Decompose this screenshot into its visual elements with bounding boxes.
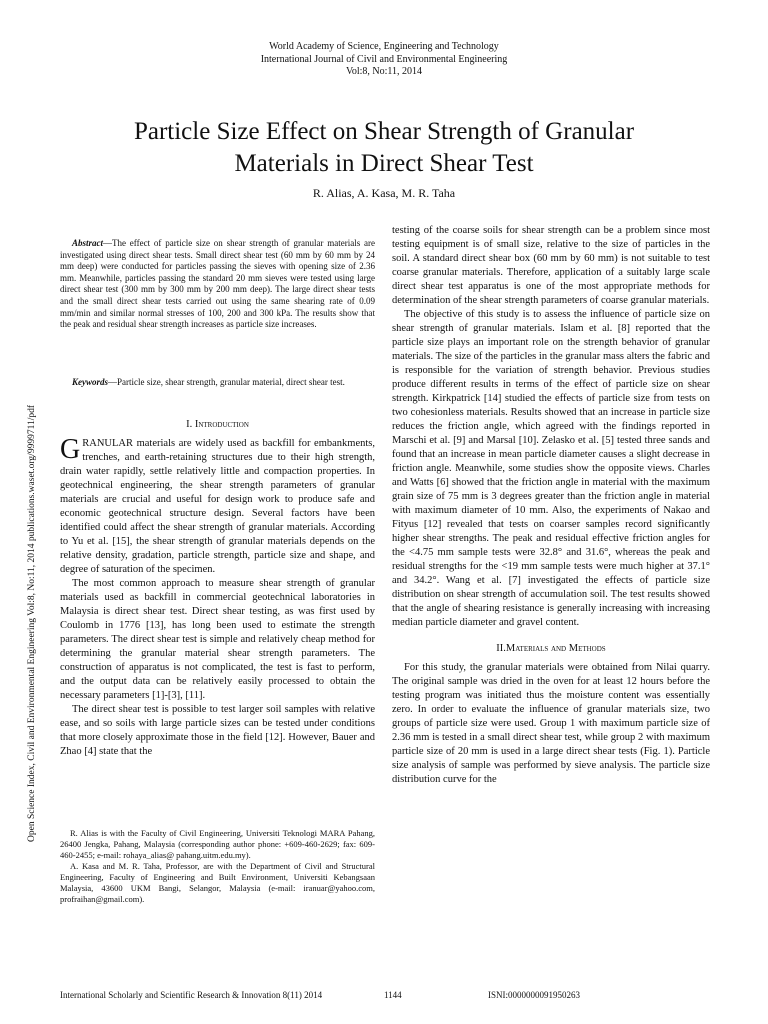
paper-title (40, 116, 728, 180)
footnote-1: R. Alias is with the Faculty of Civil Engineering, Universiti Teknologi MARA Pahang, 26400 Jengka, Pahang, Malaysia (corresponding author phone: +609-460-2629; fax: 609-460-2455; e-mail: rohaya_alias@ pahang.uitm.edu.my). (60, 828, 375, 860)
section-2-title: Materials and Methods (505, 643, 606, 654)
footer-journal: International Scholarly and Scientific Research & Innovation 8(11) 2014 (60, 990, 323, 1000)
keywords-text: —Particle size, shear strength, granular material, direct shear test. (108, 377, 345, 387)
journal-header (0, 41, 768, 79)
section-1-title: Introduction (194, 419, 249, 430)
methods-heading (392, 642, 710, 656)
keywords-label: Keywords (72, 377, 108, 387)
methods-paragraph-1: For this study, the granular materials were obtained from Nilai quarry. The original sample was dried in the oven for at least 12 hours before the testing program was initiated thus the moisture content was essentially zero. In order to evaluate the influence of granular materials size, two groups of particle size were used. Group 1 with maximum particle size of 2.36 mm is tested in a small direct shear test, while group 2 with maximum particle size of 20 mm is used in a large direct shear tests (Fig. 1). Particle size analysis of sample was performed by sieve analysis. The particle size distribution curve for the (392, 662, 710, 785)
section-2-number: II. (496, 643, 506, 654)
intro-paragraph-2: The most common approach to measure shear strength of granular materials used as backfill in commercial geotechnical laboratories in Malaysia is direct shear test. Direct shear testing, as was first used by Coulomb in 1776 [13], has long been used to estimate the strength parameters. The direct shear test is simple and relatively cheap method for determining the granular material shear strength parameters. The construction of apparatus is not complicated, the test is fast to perform, and the output data can be relatively easily processed to obtain the necessary parameters [1]-[3], [11]. (60, 578, 375, 701)
paper-authors: R. Alias, A. Kasa, M. R. Taha (312, 186, 456, 200)
abstract-label: Abstract (72, 238, 104, 248)
introduction-section (60, 418, 375, 759)
header-line-2: International Journal of Civil and Environmental Engineering (260, 53, 508, 65)
sidebar-index-link[interactable]: Open Science Index, Civil and Environmental Engineering Vol:8, No:11, 2014 publications.waset.org/9999711/pdf (27, 404, 37, 842)
intro-paragraph-3: The direct shear test is possible to test larger soil samples with relative ease, and so soils with large particle sizes can be tested under conditions that more closely approximate those in the field [12]. However, Bauer and Zhao [4] state that the (60, 704, 375, 757)
author-footnotes (60, 828, 375, 905)
abstract-text: —The effect of particle size on shear strength of granular materials are investigated using direct shear tests. Small direct shear test (60 mm by 60 mm by 24 mm deep) were conducted for particles passing the sieves with opening size of 2.36 mm. Meanwhile, particles passing the standard 20 mm sieves were tested using large direct shear test (300 mm by 300 mm by 200 mm deep). The large direct shear tests and the small direct shear tests carried out using the same shearing rate of 0.09 mm/min and similar normal stresses of 100, 200 and 300 kPa. The results show that the peak and residual shear strength increases as particle size increases. (60, 238, 375, 330)
drop-cap: G (60, 434, 81, 465)
title-line-1: Particle Size Effect on Shear Strength of Granular (133, 118, 635, 145)
introduction-heading (60, 418, 375, 432)
footer-isni: ISNI:0000000091950263 (488, 990, 580, 1000)
title-line-2: Materials in Direct Shear Test (234, 150, 534, 177)
footer-page-number: 1144 (384, 990, 402, 1000)
intro-paragraph-1-text: RANULAR materials are widely used as backfill for embankments, trenches, and earth-retaining structures due to their high strength, drain water rapidly, settle relatively little and compaction properties. In geotechnical engineering, the shear strength parameters of granular materials are crucial and useful for design work to produce safe and economic geotechnical structure design. Several factors have been identified could affect the shear strength of granular materials. According to Yu et al. [15], the shear strength of granular materials depends on the relative density, gradation, particle strength, particle size and shape, and degree of saturation of the specimen. (60, 438, 375, 575)
intro-paragraph-4: testing of the coarse soils for shear strength can be a problem since most testing equipment is of small size, relative to the size of particles in the soil. A standard direct shear box (60 mm by 60 mm) is not suitable to test coarse granular materials. Therefore, application of a suitably large scale direct shear test apparatus is one of the most appropriate methods for determination of the shear strength parameters of coarse granular materials. (392, 225, 710, 306)
header-line-1: World Academy of Science, Engineering and Technology (269, 41, 499, 52)
section-1-number: I. (186, 419, 193, 430)
intro-paragraph-5: The objective of this study is to assess the influence of particle size on shear strength of granular materials. Islam et al. [8] reported that the particle size plays an important role on the strength behavior of granular materials. The size of the particles in the granular mass alters the fabric and is responsible for the variation of strength behavior. Previous studies produce different results in terms of the effect of particle size on shear strength. Kirkpatrick [14] studied the effects of particle size from tests on two cohesionless materials. Results showed that an increase in particle size reduces the friction angle, which agreed with the findings reported in Marschi et al. [9] and Marsal [10]. Zelasko et al. [5] tested three sands and found that an increase in mean particle diameter causes a slight decrease in friction angle. Meanwhile, some studies show the opposite views. Charles and Watts [6] showed that the friction angle in material with the maximum grain size of 75 mm is 3 degrees greater than the friction angle in material with maximum diameter of 10 mm. Also, the experiments of Nakao and Fityus [12] revealed that tests on coarser samples record significantly higher shear strengths. The peak and residual effective friction angles for the <4.75 mm sample tests were 32.8° and 31.6°, whereas the peak and residual strengths for the <19 mm sample tests were much higher at 37.1° and 34.2°. Wang et al. [7] investigated the effects of particle size distribution on shear strength of accumulation soil. The test results showed that the angle of shearing resistance is generally increasing with increasing median particle diameter and gravel content. (392, 309, 710, 628)
intro-paragraph-1 (60, 434, 375, 577)
abstract (60, 238, 375, 331)
footnote-2: A. Kasa and M. R. Taha, Professor, are with the Department of Civil and Structural Engineering, Faculty of Engineering and Built Environment, Universiti Kebangsaan Malaysia, 43600 UKM Bangi, Selangor, Malaysia (e-mail: iranuar@yahoo.com, profraihan@gmail.com). (60, 861, 375, 904)
right-column (392, 224, 710, 787)
header-line-3: Vol:8, No:11, 2014 (345, 66, 423, 77)
keywords (60, 377, 375, 389)
